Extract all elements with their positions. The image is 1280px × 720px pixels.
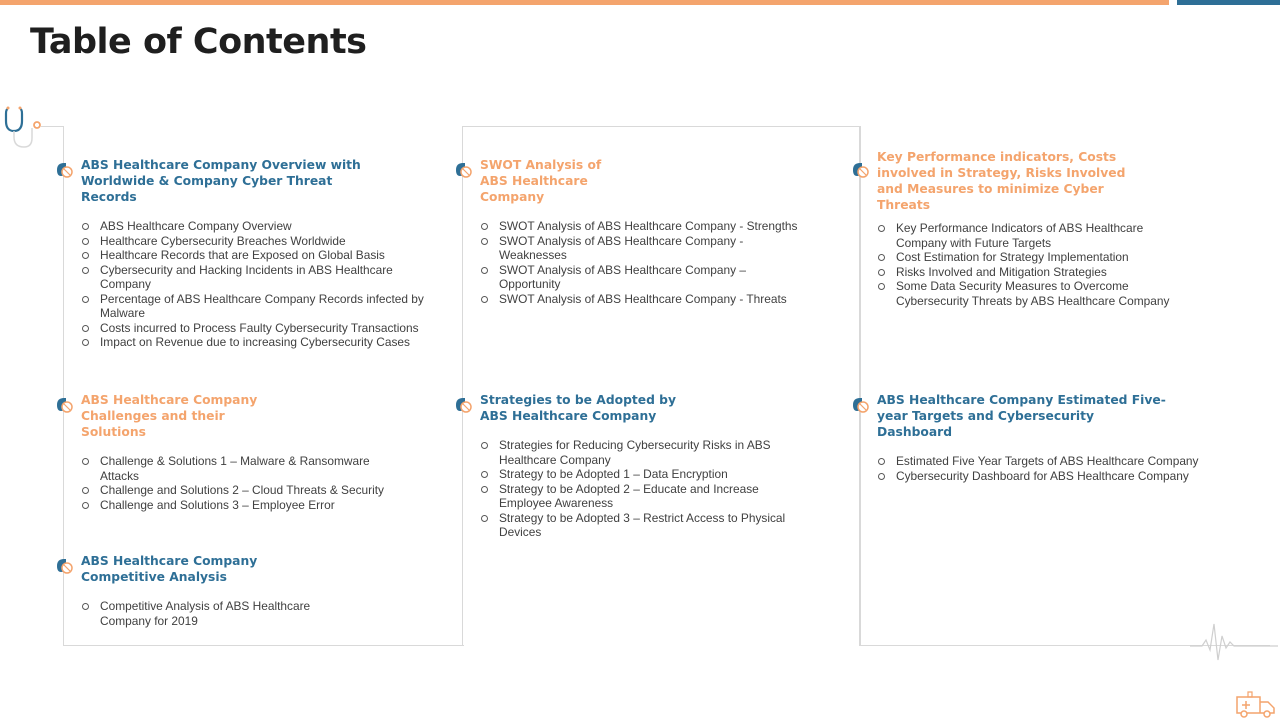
heartbeat-line-icon <box>1190 618 1278 664</box>
section-item-list <box>480 219 800 306</box>
list-item: Healthcare Records that are Exposed on Global Basis <box>81 248 426 263</box>
toc-section-strategies <box>480 392 800 540</box>
list-item: SWOT Analysis of ABS Healthcare Company – Opportunity <box>480 263 800 292</box>
list-item: Impact on Revenue due to increasing Cybersecurity Cases <box>81 335 426 350</box>
section-item-list <box>877 454 1222 483</box>
list-item: Competitive Analysis of ABS Healthcare Company for 2019 <box>81 599 331 628</box>
section-item-list <box>480 438 800 540</box>
list-item: Some Data Security Measures to Overcome Cybersecurity Threats by ABS Healthcare Company <box>877 279 1196 308</box>
list-item: Strategies for Reducing Cybersecurity Risks in ABS Healthcare Company <box>480 438 800 467</box>
section-title[interactable]: SWOT Analysis of ABS Healthcare Company <box>480 158 602 204</box>
list-item: Challenge and Solutions 2 – Cloud Threats & Security <box>81 483 391 498</box>
pill-icon <box>54 392 76 414</box>
page-title: Table of Contents <box>30 22 367 62</box>
list-item: Healthcare Cybersecurity Breaches Worldwide <box>81 234 426 249</box>
list-item: Estimated Five Year Targets of ABS Healthcare Company <box>877 454 1222 469</box>
section-item-list <box>81 599 331 628</box>
list-item: Costs incurred to Process Faulty Cybersecurity Transactions <box>81 321 426 336</box>
pill-icon <box>850 157 872 179</box>
stethoscope-icon <box>2 104 44 152</box>
pill-icon <box>54 553 76 575</box>
list-item: SWOT Analysis of ABS Healthcare Company - Strengths <box>480 219 800 234</box>
section-item-list <box>877 221 1222 308</box>
list-item: ABS Healthcare Company Overview <box>81 219 426 234</box>
toc-section-kpi-costs-risks <box>877 149 1222 308</box>
section-title[interactable]: ABS Healthcare Company Competitive Analysis <box>81 554 258 584</box>
list-item: Strategy to be Adopted 3 – Restrict Access to Physical Devices <box>480 511 800 540</box>
list-item: Strategy to be Adopted 1 – Data Encryption <box>480 467 800 482</box>
section-title[interactable]: ABS Healthcare Company Challenges and their Solutions <box>81 393 258 439</box>
section-title[interactable]: Key Performance indicators, Costs involved in Strategy, Risks Involved and Measures to minimize Cyber Threats <box>877 150 1126 212</box>
section-title[interactable]: Strategies to be Adopted by ABS Healthcare Company <box>480 393 676 423</box>
list-item: SWOT Analysis of ABS Healthcare Company - Weaknesses <box>480 234 800 263</box>
ambulance-icon <box>1234 689 1278 719</box>
toc-section-company-overview <box>81 157 426 350</box>
toc-section-competitive-analysis <box>81 553 331 628</box>
list-item: Challenge & Solutions 1 – Malware & Ransomware Attacks <box>81 454 391 483</box>
toc-section-targets-dashboard <box>877 392 1222 483</box>
section-item-list <box>81 454 391 512</box>
section-item-list <box>81 219 426 350</box>
list-item: Cost Estimation for Strategy Implementation <box>877 250 1222 265</box>
list-item: Challenge and Solutions 3 – Employee Error <box>81 498 391 513</box>
toc-section-challenges-solutions <box>81 392 391 512</box>
list-item: Percentage of ABS Healthcare Company Records infected by Malware <box>81 292 426 321</box>
toc-section-swot-analysis <box>480 157 800 306</box>
frame-left-top-edge <box>41 126 63 127</box>
section-title[interactable]: ABS Healthcare Company Estimated Five-year Targets and Cybersecurity Dashboard <box>877 393 1166 439</box>
top-accent-bar-orange <box>0 0 1169 5</box>
list-item: Cybersecurity and Hacking Incidents in ABS Healthcare Company <box>81 263 426 292</box>
list-item: SWOT Analysis of ABS Healthcare Company - Threats <box>480 292 800 307</box>
section-title[interactable]: ABS Healthcare Company Overview with Worldwide & Company Cyber Threat Records <box>81 158 361 204</box>
pill-icon <box>453 392 475 414</box>
pill-icon <box>453 157 475 179</box>
list-item: Key Performance Indicators of ABS Healthcare Company with Future Targets <box>877 221 1156 250</box>
top-accent-bar-blue <box>1177 0 1280 5</box>
list-item: Cybersecurity Dashboard for ABS Healthcare Company <box>877 469 1222 484</box>
list-item: Risks Involved and Mitigation Strategies <box>877 265 1222 280</box>
pill-icon <box>850 392 872 414</box>
list-item: Strategy to be Adopted 2 – Educate and Increase Employee Awareness <box>480 482 800 511</box>
pill-icon <box>54 157 76 179</box>
